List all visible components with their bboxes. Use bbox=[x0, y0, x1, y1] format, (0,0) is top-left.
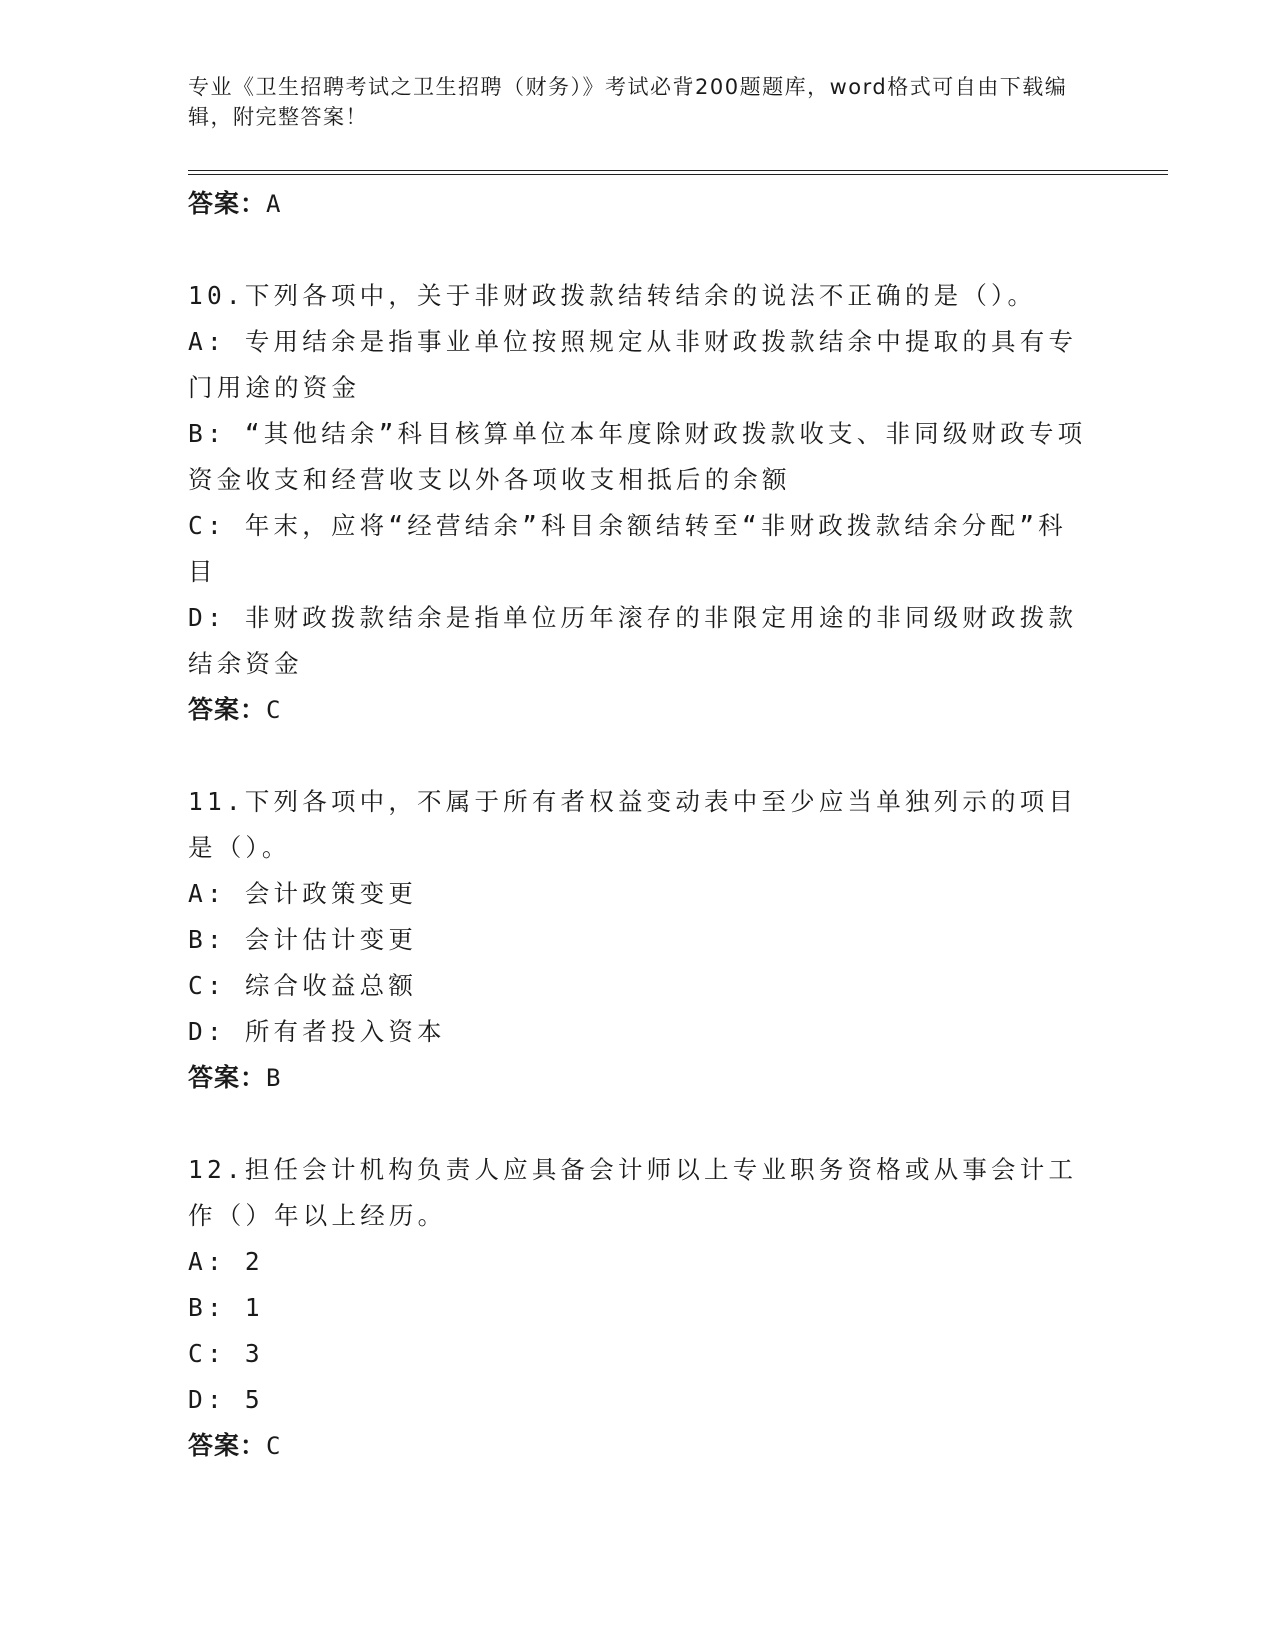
answer-line bbox=[188, 1423, 1168, 1469]
answer-value: A bbox=[266, 190, 282, 218]
question-11 bbox=[188, 779, 1168, 1101]
option-key: C: bbox=[188, 511, 226, 540]
option-text: 会计政策变更 bbox=[244, 879, 418, 908]
option-key: A: bbox=[188, 879, 226, 908]
option-key: D: bbox=[188, 1017, 226, 1046]
option-text: 1 bbox=[244, 1293, 264, 1322]
option-key: A: bbox=[188, 1247, 226, 1276]
option-c bbox=[188, 1331, 1088, 1377]
answer-line bbox=[188, 1055, 1168, 1101]
answer-label: 答案： bbox=[188, 695, 267, 724]
option-a bbox=[188, 871, 1088, 917]
question-stem: 10.下列各项中，关于非财政拨款结转结余的说法不正确的是（）。 bbox=[188, 281, 1037, 310]
option-text: 综合收益总额 bbox=[244, 971, 418, 1000]
option-text: “其他结余”科目核算单位本年度除财政拨款收支、非同级财政专项资金收支和经营收支以外各项收支相抵后的余额 bbox=[188, 419, 1087, 494]
question-12 bbox=[188, 1147, 1168, 1469]
option-text: 非财政拨款结余是指单位历年滚存的非限定用途的非同级财政拨款结余资金 bbox=[188, 603, 1078, 678]
option-b bbox=[188, 411, 1088, 503]
question-10 bbox=[188, 273, 1168, 733]
answer-value: C bbox=[266, 1432, 282, 1460]
question-stem: 11.下列各项中，不属于所有者权益变动表中至少应当单独列示的项目是（）。 bbox=[188, 787, 1078, 862]
option-c bbox=[188, 503, 1088, 595]
option-key: D: bbox=[188, 603, 226, 632]
answer-line bbox=[188, 687, 1168, 733]
option-d bbox=[188, 1377, 1088, 1423]
option-key: B: bbox=[188, 419, 226, 448]
question-stem: 12.担任会计机构负责人应具备会计师以上专业职务资格或从事会计工作（）年以上经历。 bbox=[188, 1155, 1078, 1230]
option-a bbox=[188, 1239, 1088, 1285]
option-text: 5 bbox=[244, 1385, 264, 1414]
answer-value: B bbox=[266, 1064, 282, 1092]
answer-label: 答案： bbox=[188, 189, 267, 218]
option-text: 2 bbox=[244, 1247, 264, 1276]
option-d bbox=[188, 595, 1088, 687]
answer-label: 答案： bbox=[188, 1431, 267, 1460]
option-text: 会计估计变更 bbox=[244, 925, 418, 954]
option-key: C: bbox=[188, 1339, 226, 1368]
option-b bbox=[188, 917, 1088, 963]
option-text: 年末，应将“经营结余”科目余额结转至“非财政拨款结余分配”科目 bbox=[188, 511, 1067, 586]
option-text: 专用结余是指事业单位按照规定从非财政拨款结余中提取的具有专门用途的资金 bbox=[188, 327, 1078, 402]
answer-value: C bbox=[266, 696, 282, 724]
option-text: 所有者投入资本 bbox=[244, 1017, 446, 1046]
option-b bbox=[188, 1285, 1088, 1331]
option-key: D: bbox=[188, 1385, 226, 1414]
option-key: C: bbox=[188, 971, 226, 1000]
option-c bbox=[188, 963, 1088, 1009]
option-a bbox=[188, 319, 1088, 411]
option-key: B: bbox=[188, 925, 226, 954]
document-header: 专业《卫生招聘考试之卫生招聘（财务）》考试必背200题题库，word格式可自由下载编辑，附完整答案！ bbox=[188, 75, 1068, 129]
option-text: 3 bbox=[244, 1339, 264, 1368]
option-key: B: bbox=[188, 1293, 226, 1322]
answer-line bbox=[188, 181, 1168, 227]
option-d bbox=[188, 1009, 1088, 1055]
answer-label: 答案： bbox=[188, 1063, 267, 1092]
document-page bbox=[188, 72, 1168, 1469]
header-divider bbox=[188, 170, 1168, 175]
option-key: A: bbox=[188, 327, 226, 356]
